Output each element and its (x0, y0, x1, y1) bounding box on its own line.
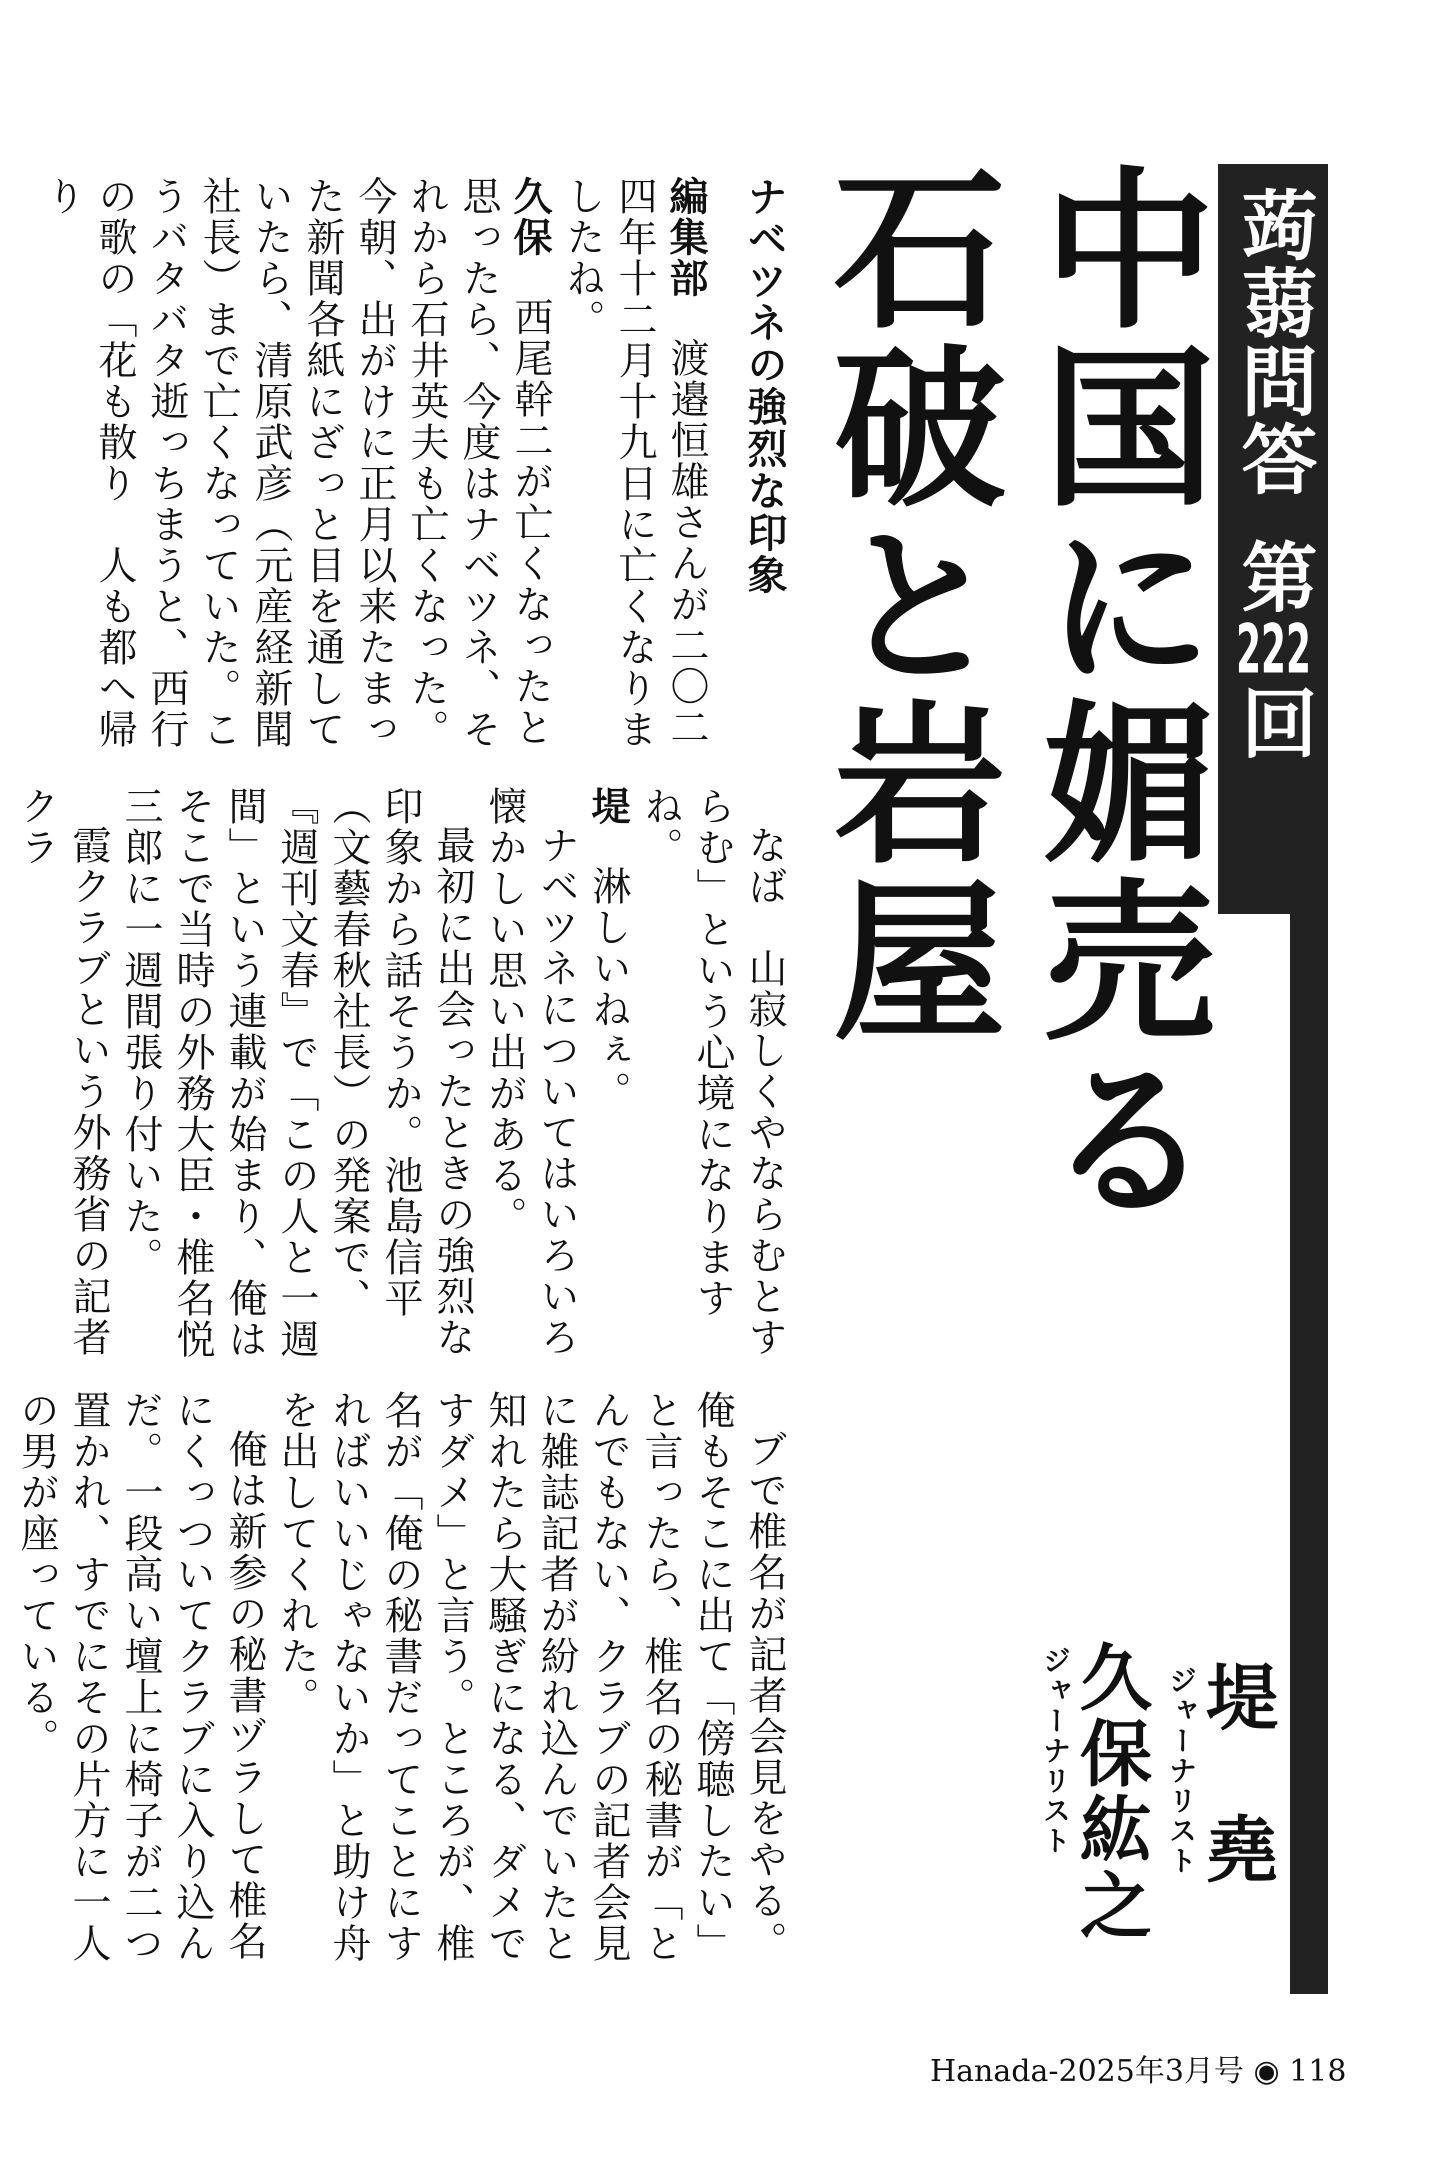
paragraph-text: 西尾幹二が亡くなったと思ったら、今度はナベツネ、それから石井英夫も亡くなった。今朝、出がけに正月以来たまった新聞各紙にざっと目を通していたら、清原武彦（元産経新聞社長）まで亡くなっていた。こうバタバタ逝っちまうと、西行の歌の「花も散り 人も都へ帰り (40, 176, 553, 750)
body-paragraph (114, 786, 478, 1374)
body-paragraph (10, 1390, 270, 1990)
series-issue (1230, 538, 1316, 762)
paragraph-text: 渡邉恒雄さんが二〇二四年十二月十九日に亡くなりましたね。 (560, 176, 709, 750)
speaker-label: 堤 (585, 786, 631, 827)
body-paragraph (478, 786, 582, 1374)
author-name: 久保紘之 (1068, 1640, 1153, 1944)
byline-kubo (1010, 1640, 1153, 2000)
paragraph-text: なば 山寂しくやならむとすらむ」という心境になりますね。 (638, 786, 787, 1358)
paragraph-text: ブで椎名が記者会見をやる。俺もそこに出て「傍聴したい」と言ったら、椎名の秘書が「とんでもない、クラブの記者会見に雑誌記者が紛れ込んでいたと知れたら大騒ぎになる、ダメですダメ」と言う。ところが、椎名が「俺の秘書だってことにすればいいじゃないか」と助け舟を出してくれた。 (274, 1390, 787, 1964)
decorative-side-bar (1290, 914, 1328, 1994)
body-paragraph (634, 786, 790, 1374)
body-block-middle (14, 786, 790, 1374)
paragraph-text: 淋しいねぇ。 (586, 866, 631, 1112)
series-name: 蒟蒻問答 (1229, 186, 1318, 498)
issue-number: 222 (1236, 616, 1311, 684)
body-paragraph (36, 176, 556, 772)
paragraph-text: ナベツネについてはいろいろ懐かしい思い出がある。 (482, 786, 579, 1358)
body-paragraph (10, 786, 114, 1374)
page-footer: Hanada-2025年3月号 ◉ 118 (930, 2054, 1347, 2089)
article-headline: 中国に媚売る石破と岩屋 (805, 160, 1216, 1228)
body-block-top (40, 176, 790, 772)
body-paragraph (556, 176, 712, 772)
body-block-bottom (14, 1390, 790, 1990)
byline-tsutsumi (1165, 1660, 1279, 1990)
issue-suffix: 回 (1229, 684, 1318, 762)
speaker-label: 編集部 (663, 176, 709, 299)
author-name: 堤 堯 (1194, 1660, 1279, 1888)
speaker-label: 久保 (507, 176, 553, 258)
author-role: ジャーナリスト (1039, 1646, 1072, 1856)
paragraph-text: 霞クラブという外務省の記者クラ (14, 786, 111, 1358)
section-heading (738, 176, 790, 772)
body-paragraph (270, 1390, 790, 1990)
body-paragraph (582, 786, 634, 1374)
series-title (1230, 186, 1316, 906)
author-role: ジャーナリスト (1165, 1666, 1198, 1876)
issue-prefix: 第 (1229, 538, 1318, 616)
paragraph-text: 俺は新参の秘書ヅラして椎名にくっついてクラブに入り込んだ。一段高い壇上に椅子が二つ置かれ、すでにその片方に一人の男が座っている。 (14, 1390, 267, 1964)
section-heading-text: ナベツネの強烈な印象 (741, 176, 788, 596)
paragraph-text: 最初に出会ったときの強烈な印象から話そうか。池島信平（文藝春秋社長）の発案で、『週刊文春』で「この人と一週間」という連載が始まり、俺はそこで当時の外務大臣・椎名悦三郎に一週間張り付いた。 (118, 786, 475, 1360)
